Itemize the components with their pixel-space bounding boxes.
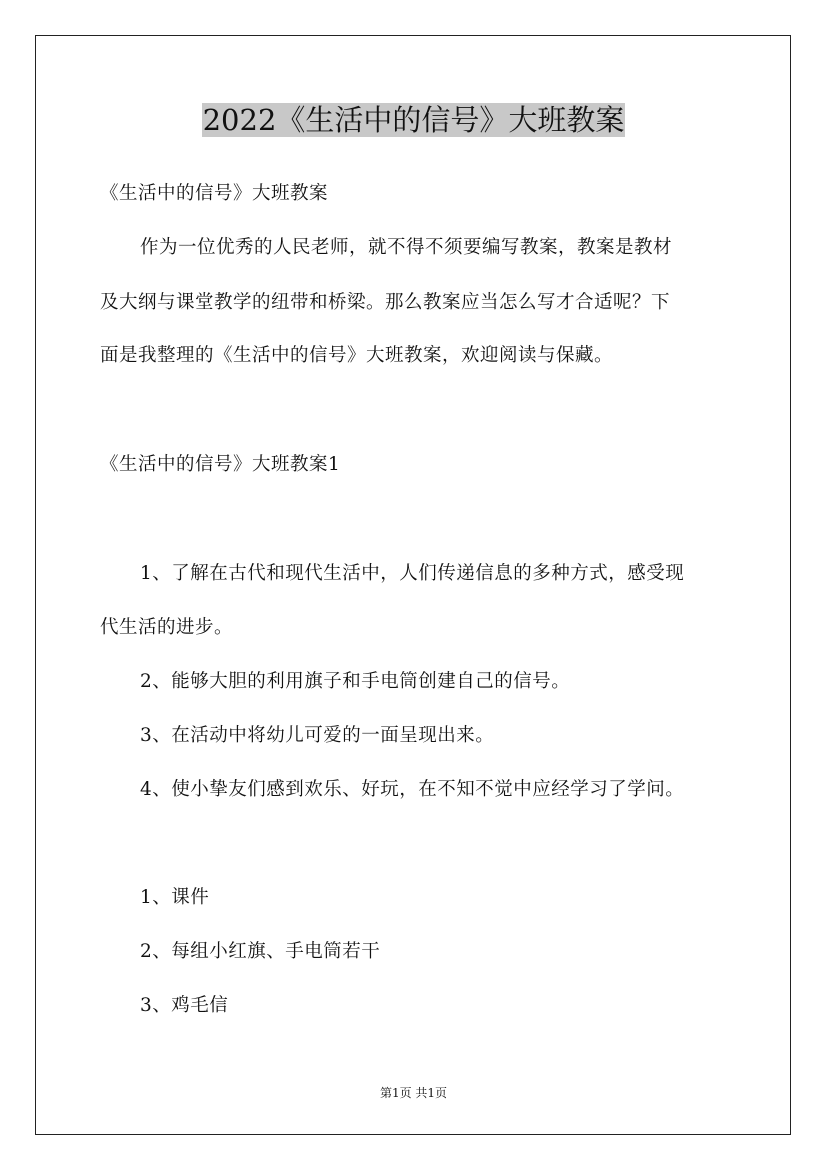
section-heading: 《生活中的信号》大班教案1 xyxy=(100,454,341,475)
page-number: 第1页 共1页 xyxy=(379,1086,448,1100)
goal-line: 代生活的进步。 xyxy=(100,617,234,638)
document-title-text: 2022《生活中的信号》大班教案 xyxy=(202,103,625,137)
material-item: 2、每组小红旗、手电筒若干 xyxy=(140,941,381,962)
intro-line-1: 作为一位优秀的人民老师，就不得不须要编写教案，教案是教材 xyxy=(140,237,673,258)
goal-line: 3、在活动中将幼儿可爱的一面呈现出来。 xyxy=(140,725,495,746)
material-item: 3、鸡毛信 xyxy=(140,995,229,1016)
material-item: 1、课件 xyxy=(140,887,210,908)
goal-line: 1、了解在古代和现代生活中，人们传递信息的多种方式，感受现 xyxy=(140,563,685,584)
goal-line: 4、使小挚友们感到欢乐、好玩，在不知不觉中应经学习了学问。 xyxy=(140,779,685,800)
document-title xyxy=(0,100,827,140)
intro-line-2: 及大纲与课堂教学的纽带和桥梁。那么教案应当怎么写才合适呢？下 xyxy=(100,292,671,313)
goal-line: 2、能够大胆的利用旗子和手电筒创建自己的信号。 xyxy=(140,671,571,692)
document-subtitle: 《生活中的信号》大班教案 xyxy=(100,183,329,204)
intro-line-3: 面是我整理的《生活中的信号》大班教案，欢迎阅读与保藏。 xyxy=(100,345,614,366)
